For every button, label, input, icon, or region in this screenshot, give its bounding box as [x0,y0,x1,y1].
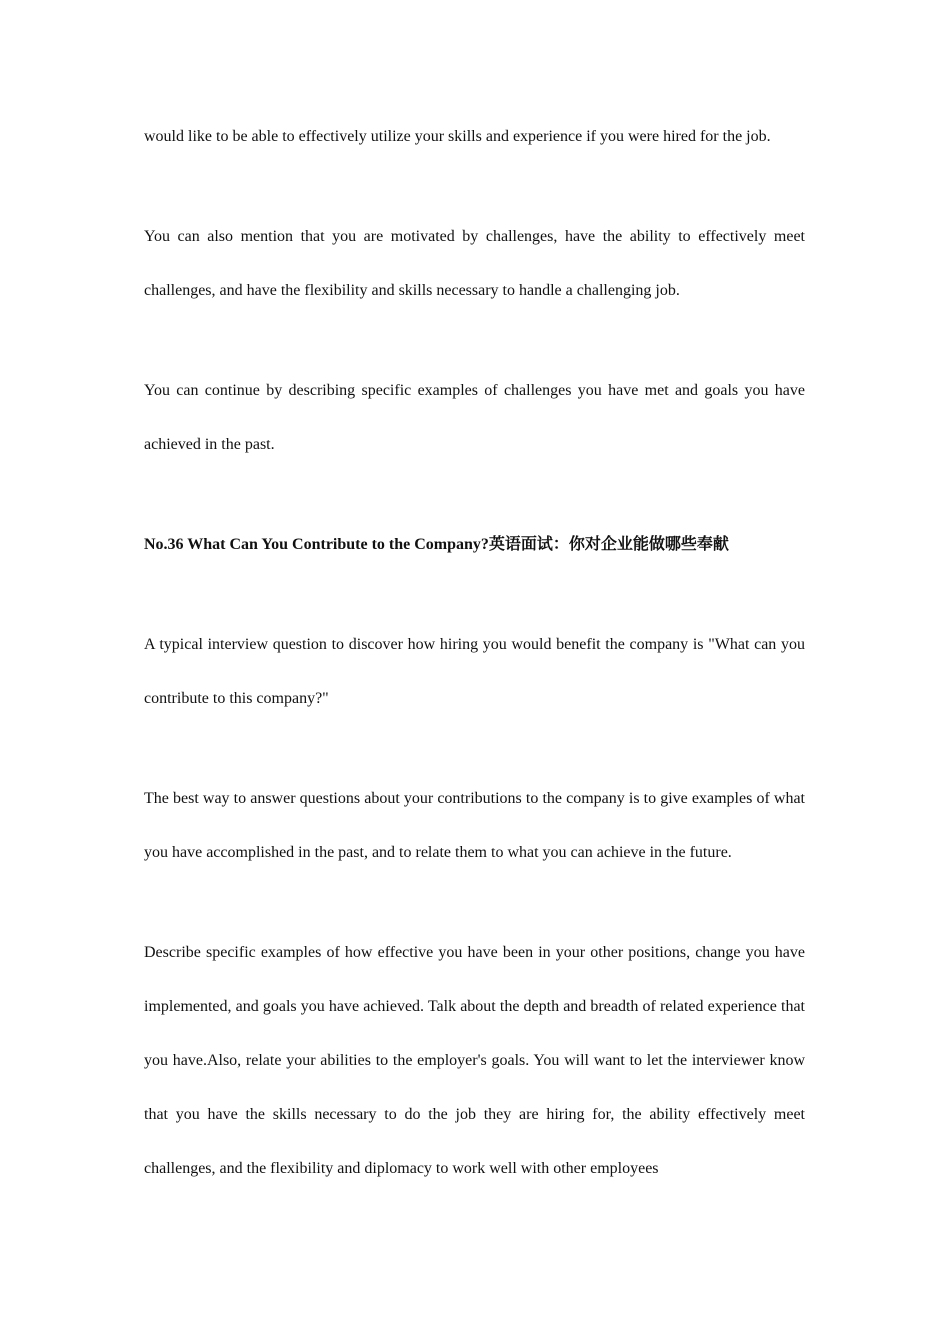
paragraph-specific-examples: You can continue by describing specific examples of challenges you have met and goals you have achieved in the past. [144,382,805,453]
paragraph-skills-experience: would like to be able to effectively utilize your skills and experience if you were hired for the job. [144,128,771,145]
document-body [144,110,805,1196]
paragraph-best-way-to-answer: The best way to answer questions about your contributions to the company is to give examples of what you have accomplished in the past, and to relate them to what you can achieve in the future. [144,790,805,861]
section-heading-no36: No.36 What Can You Contribute to the Company?英语面试：你对企业能做哪些奉献 [144,536,729,553]
paragraph-motivated-by-challenges: You can also mention that you are motivated by challenges, have the ability to effectively meet challenges, and have the flexibility and skills necessary to handle a challenging job. [144,228,805,299]
paragraph-describe-examples: Describe specific examples of how effective you have been in your other positions, change you have implemented, and goals you have achieved. Talk about the depth and breadth of related experience that you have.Also, relate your abilities to the employer's goals. You will want to let the interviewer know that you have the skills necessary to do the job they are hiring for, the ability effectively meet challenges, and the flexibility and diplomacy to work well with other employees [144,944,805,1177]
paragraph-typical-question: A typical interview question to discover how hiring you would benefit the company is "What can you contribute to this company?" [144,636,805,707]
